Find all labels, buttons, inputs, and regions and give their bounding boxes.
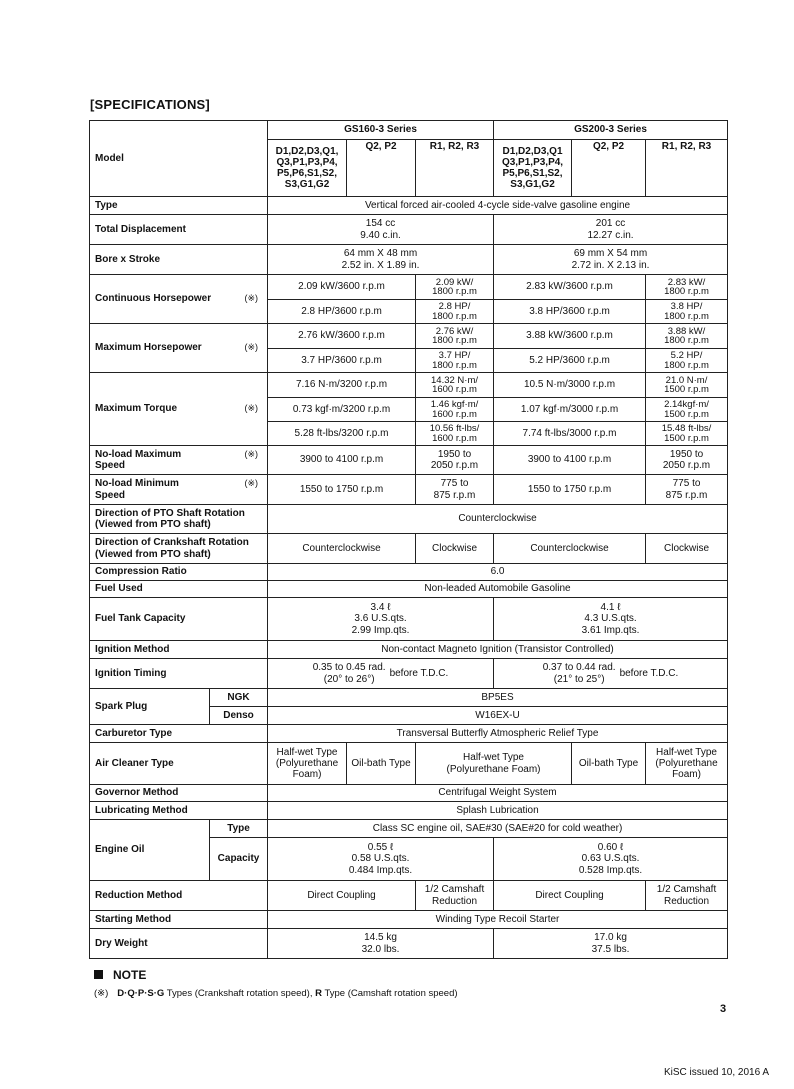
label-noload-min: (※) No-load Minimum Speed: [90, 475, 268, 505]
value-torque-gs200-ftlbs: 7.74 ft-lbs/3000 r.p.m: [494, 422, 646, 446]
row-governor: [90, 785, 728, 802]
header-row-series: [90, 121, 728, 140]
label-spark-denso: Denso: [210, 707, 268, 725]
label-air-cleaner: Air Cleaner Type: [90, 743, 268, 785]
value-ignition-timing-gs200: 0.37 to 0.44 rad. (21° to 25°) before T.D.C.: [494, 659, 728, 689]
label-tank: Fuel Tank Capacity: [90, 598, 268, 641]
value-max-hp-gs200-r-hp: 5.2 HP/ 1800 r.p.m: [646, 349, 728, 373]
value-pto-direction: Counterclockwise: [268, 505, 728, 534]
value-spark-ngk: BP5ES: [268, 689, 728, 707]
row-air-cleaner: [90, 743, 728, 785]
value-carburetor: Transversal Butterfly Atmospheric Relief Type: [268, 725, 728, 743]
value-cont-hp-gs200-r-kw: 2.83 kW/ 1800 r.p.m: [646, 275, 728, 300]
row-spark-plug-ngk: [90, 689, 728, 707]
label-fuel: Fuel Used: [90, 581, 268, 598]
model-group-gs200-r: R1, R2, R3: [646, 140, 728, 197]
row-displacement: [90, 215, 728, 245]
label-compression: Compression Ratio: [90, 564, 268, 581]
value-tank-gs160: 3.4 ℓ 3.6 U.S.qts. 2.99 Imp.qts.: [268, 598, 494, 641]
value-torque-gs200-nm: 10.5 N·m/3000 r.p.m: [494, 373, 646, 398]
value-max-hp-gs200-kw: 3.88 kW/3600 r.p.m: [494, 324, 646, 349]
label-ignition-timing: Ignition Timing: [90, 659, 268, 689]
value-cont-hp-gs200-kw: 2.83 kW/3600 r.p.m: [494, 275, 646, 300]
value-air-gs200-halfwet: Half-wet Type (Polyurethane Foam): [646, 743, 728, 785]
value-air-gs160-oilbath: Oil-bath Type: [347, 743, 416, 785]
value-ignition-method: Non-contact Magneto Ignition (Transistor Controlled): [268, 641, 728, 659]
model-group-gs200-q2: Q2, P2: [572, 140, 646, 197]
series-gs200: GS200-3 Series: [494, 121, 728, 140]
specifications-table: [89, 120, 728, 959]
value-torque-gs200-kgf: 1.07 kgf·m/3000 r.p.m: [494, 398, 646, 422]
row-noload-max: [90, 446, 728, 475]
value-crank-gs160-r: Clockwise: [416, 534, 494, 564]
row-ignition-method: [90, 641, 728, 659]
value-torque-gs160-kgf: 0.73 kgf·m/3200 r.p.m: [268, 398, 416, 422]
value-max-hp-gs160-kw: 2.76 kW/3600 r.p.m: [268, 324, 416, 349]
value-torque-gs160-r-kgf: 1.46 kgf·m/ 1600 r.p.m: [416, 398, 494, 422]
model-label: Model: [90, 121, 268, 197]
label-governor: Governor Method: [90, 785, 268, 802]
value-max-hp-gs160-hp: 3.7 HP/3600 r.p.m: [268, 349, 416, 373]
series-gs160: GS160-3 Series: [268, 121, 494, 140]
label-noload-max: (※) No-load Maximum Speed: [90, 446, 268, 475]
value-lubricating: Splash Lubrication: [268, 802, 728, 820]
row-fuel: [90, 581, 728, 598]
value-noload-max-gs160-r: 1950 to 2050 r.p.m: [416, 446, 494, 475]
value-reduction-gs200: Direct Coupling: [494, 881, 646, 911]
value-max-hp-gs160-r-hp: 3.7 HP/ 1800 r.p.m: [416, 349, 494, 373]
value-ignition-timing-gs160: 0.35 to 0.45 rad. (20° to 26°) before T.D.C.: [268, 659, 494, 689]
row-carburetor: [90, 725, 728, 743]
label-ignition-method: Ignition Method: [90, 641, 268, 659]
value-governor: Centrifugal Weight System: [268, 785, 728, 802]
label-displacement: Total Displacement: [90, 215, 268, 245]
label-bore: Bore x Stroke: [90, 245, 268, 275]
label-starting: Starting Method: [90, 911, 268, 929]
value-dry-weight-gs200: 17.0 kg 37.5 lbs.: [494, 929, 728, 959]
row-lubricating: [90, 802, 728, 820]
value-max-hp-gs200-hp: 5.2 HP/3600 r.p.m: [494, 349, 646, 373]
row-noload-min: [90, 475, 728, 505]
value-displacement-gs200: 201 cc 12.27 c.in.: [494, 215, 728, 245]
footer-issue: KiSC issued 10, 2016 A: [664, 1067, 770, 1078]
row-max-hp-a: [90, 324, 728, 349]
value-torque-gs160-r-nm: 14.32 N·m/ 1600 r.p.m: [416, 373, 494, 398]
value-cont-hp-gs160-r-kw: 2.09 kW/ 1800 r.p.m: [416, 275, 494, 300]
value-noload-min-gs160-r: 775 to 875 r.p.m: [416, 475, 494, 505]
value-crank-gs160: Counterclockwise: [268, 534, 416, 564]
model-group-gs160-r: R1, R2, R3: [416, 140, 494, 197]
value-max-hp-gs200-r-kw: 3.88 kW/ 1800 r.p.m: [646, 324, 728, 349]
value-crank-gs200: Counterclockwise: [494, 534, 646, 564]
label-cont-hp: Continuous Horsepower (※): [90, 275, 268, 324]
value-cont-hp-gs200-hp: 3.8 HP/3600 r.p.m: [494, 300, 646, 324]
value-cont-hp-gs160-r-hp: 2.8 HP/ 1800 r.p.m: [416, 300, 494, 324]
value-dry-weight-gs160: 14.5 kg 32.0 lbs.: [268, 929, 494, 959]
value-cont-hp-gs160-hp: 2.8 HP/3600 r.p.m: [268, 300, 416, 324]
value-oil-type: Class SC engine oil, SAE#30 (SAE#20 for cold weather): [268, 820, 728, 838]
model-group-gs160-main: D1,D2,D3,Q1, Q3,P1,P3,P4, P5,P6,S1,S2, S3,G1,G2: [268, 140, 347, 197]
note-heading: NOTE: [94, 968, 146, 982]
row-pto-direction: [90, 505, 728, 534]
row-tank: [90, 598, 728, 641]
value-reduction-gs160-r: 1/2 Camshaft Reduction: [416, 881, 494, 911]
row-starting: [90, 911, 728, 929]
label-max-hp: Maximum Horsepower (※): [90, 324, 268, 373]
row-dry-weight: [90, 929, 728, 959]
value-reduction-gs200-r: 1/2 Camshaft Reduction: [646, 881, 728, 911]
value-air-halfwet-wide: Half-wet Type (Polyurethane Foam): [416, 743, 572, 785]
value-torque-gs200-r-kgf: 2.14kgf·m/ 1500 r.p.m: [646, 398, 728, 422]
value-torque-gs200-r-ftlbs: 15.48 ft-lbs/ 1500 r.p.m: [646, 422, 728, 446]
label-reduction: Reduction Method: [90, 881, 268, 911]
value-crank-gs200-r: Clockwise: [646, 534, 728, 564]
value-air-gs160-halfwet: Half-wet Type (Polyurethane Foam): [268, 743, 347, 785]
label-max-torque: Maximum Torque (※): [90, 373, 268, 446]
row-reduction: [90, 881, 728, 911]
value-reduction-gs160: Direct Coupling: [268, 881, 416, 911]
value-noload-min-gs200: 1550 to 1750 r.p.m: [494, 475, 646, 505]
row-crank-direction: [90, 534, 728, 564]
value-cont-hp-gs160-kw: 2.09 kW/3600 r.p.m: [268, 275, 416, 300]
value-noload-max-gs200: 3900 to 4100 r.p.m: [494, 446, 646, 475]
value-noload-max-gs200-r: 1950 to 2050 r.p.m: [646, 446, 728, 475]
page-title: [SPECIFICATIONS]: [90, 97, 210, 112]
page-number: 3: [720, 1003, 727, 1015]
label-oil-capacity: Capacity: [210, 838, 268, 881]
label-crank-direction: Direction of Crankshaft Rotation (Viewed from PTO shaft): [90, 534, 268, 564]
row-cont-hp-a: [90, 275, 728, 300]
value-noload-max-gs160: 3900 to 4100 r.p.m: [268, 446, 416, 475]
value-tank-gs200: 4.1 ℓ 4.3 U.S.qts. 3.61 Imp.qts.: [494, 598, 728, 641]
label-lubricating: Lubricating Method: [90, 802, 268, 820]
value-air-gs200-oilbath: Oil-bath Type: [572, 743, 646, 785]
note-text: (※) D·Q·P·S·G Types (Crankshaft rotation speed), R Type (Camshaft rotation speed): [94, 988, 458, 999]
value-starting: Winding Type Recoil Starter: [268, 911, 728, 929]
label-pto-direction: Direction of PTO Shaft Rotation (Viewed from PTO shaft): [90, 505, 268, 534]
value-torque-gs160-r-ftlbs: 10.56 ft-lbs/ 1600 r.p.m: [416, 422, 494, 446]
model-group-gs160-q2: Q2, P2: [347, 140, 416, 197]
value-oil-capacity-gs160: 0.55 ℓ 0.58 U.S.qts. 0.484 Imp.qts.: [268, 838, 494, 881]
model-group-gs200-main: D1,D2,D3,Q1 Q3,P1,P3,P4, P5,P6,S1,S2, S3,G1,G2: [494, 140, 572, 197]
value-cont-hp-gs200-r-hp: 3.8 HP/ 1800 r.p.m: [646, 300, 728, 324]
value-fuel: Non-leaded Automobile Gasoline: [268, 581, 728, 598]
label-dry-weight: Dry Weight: [90, 929, 268, 959]
label-type: Type: [90, 197, 268, 215]
value-bore-gs200: 69 mm X 54 mm 2.72 in. X 2.13 in.: [494, 245, 728, 275]
value-torque-gs160-ftlbs: 5.28 ft-lbs/3200 r.p.m: [268, 422, 416, 446]
value-noload-min-gs200-r: 775 to 875 r.p.m: [646, 475, 728, 505]
value-compression: 6.0: [268, 564, 728, 581]
row-engine-oil-type: [90, 820, 728, 838]
label-spark-plug: Spark Plug: [90, 689, 210, 725]
label-carburetor: Carburetor Type: [90, 725, 268, 743]
row-type: [90, 197, 728, 215]
value-max-hp-gs160-r-kw: 2.76 kW/ 1800 r.p.m: [416, 324, 494, 349]
value-type: Vertical forced air-cooled 4-cycle side-valve gasoline engine: [268, 197, 728, 215]
value-noload-min-gs160: 1550 to 1750 r.p.m: [268, 475, 416, 505]
row-ignition-timing: [90, 659, 728, 689]
label-oil-type: Type: [210, 820, 268, 838]
row-torque-a: [90, 373, 728, 398]
row-compression: [90, 564, 728, 581]
value-bore-gs160: 64 mm X 48 mm 2.52 in. X 1.89 in.: [268, 245, 494, 275]
label-engine-oil: Engine Oil: [90, 820, 210, 881]
value-oil-capacity-gs200: 0.60 ℓ 0.63 U.S.qts. 0.528 Imp.qts.: [494, 838, 728, 881]
value-torque-gs200-r-nm: 21.0 N·m/ 1500 r.p.m: [646, 373, 728, 398]
row-bore: [90, 245, 728, 275]
label-spark-ngk: NGK: [210, 689, 268, 707]
value-spark-denso: W16EX-U: [268, 707, 728, 725]
value-torque-gs160-nm: 7.16 N·m/3200 r.p.m: [268, 373, 416, 398]
value-displacement-gs160: 154 cc 9.40 c.in.: [268, 215, 494, 245]
note-square-icon: [94, 970, 103, 979]
